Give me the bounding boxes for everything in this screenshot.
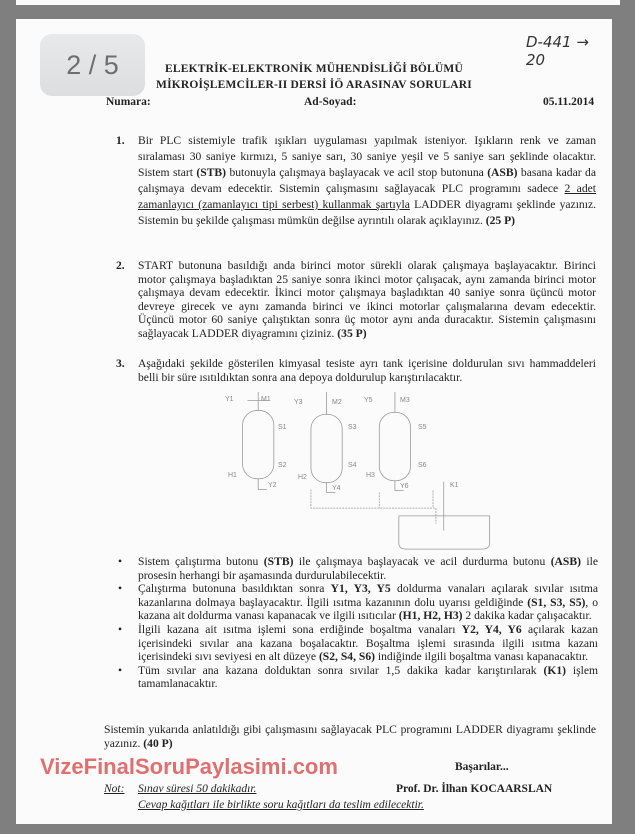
mixer-label: K1: [450, 482, 459, 489]
sensor-label: S2: [278, 462, 287, 469]
points: (35 P): [337, 326, 367, 340]
note-line-1: Sınav süresi 50 dakikadır.: [138, 783, 257, 795]
valve-label: Y4: [332, 485, 341, 492]
question-number: 2.: [116, 259, 125, 272]
bold-text: (STB): [196, 166, 227, 179]
exam-page: [16, 19, 612, 824]
text: Aşağıdaki şekilde gösterilen kimyasal tesiste ayrı tank içerisine doldurulan sıvı hammaddeleri belli bir süre ısıtıldıktan sonra ana depoya doldurulup karıştırılacaktır.: [138, 357, 596, 384]
text: butonuyla çalışmaya başlayacak ve acil stop butonuna: [226, 166, 488, 179]
closing-instruction: Sistemin yukarıda anlatıldığı gibi çalışmasını sağlayacak PLC programını LADDER diyagramı şeklinde yazınız. (40 P): [104, 723, 596, 750]
name-label: Ad-Soyad:: [304, 96, 357, 108]
tank-3: [379, 392, 410, 491]
text: LADDER diyagramı şeklinde yazınız. Sistemin bu şekilde çalışması mümkün değilse ayrıntılı olarak açıklayınız.: [138, 198, 596, 227]
page-indicator: 2 / 5: [40, 34, 145, 96]
heater-label: H1: [228, 472, 237, 479]
question-number: 1.: [116, 134, 125, 147]
note-label: Not:: [104, 783, 125, 795]
sensor-label: S4: [348, 462, 357, 469]
wish-text: Başarılar...: [455, 761, 509, 773]
valve-label: Y5: [364, 397, 373, 404]
points: (25 P): [485, 214, 516, 227]
question-number: 3.: [116, 357, 125, 370]
list-item: • Sistem çalıştırma butonu (STB) ile çalışmaya başlayacak ve acil durdurma butonu (ASB) ile prosesin herhangi bir aşamasında durdurulabilecektir.: [116, 555, 598, 582]
question-1: [116, 133, 596, 229]
list-item: • İlgili kazana ait ısıtma işlemi sona erdiğinde boşaltma vanaları Y2, Y4, Y6 açılarak kazan içerisindeki sıvılar ana kazana boşalacaktır. Boşaltma işlemi sırasında ilgili ısıtma kazanı içerisindeki sıvı seviyesi en alt düzeye (S2, S4, S6) indiğinde ilgili boşaltma vanası kapanacaktır.: [116, 623, 598, 664]
text: Bir PLC sistemiyle trafik ışıkları uygulaması yapılmak isteniyor. Işıkların renk ve zaman sıralaması 30 saniye kırmızı, 5 saniye sarı, 30 saniye yeşil ve 5 saniye sarı şeklinde olacaktır. Sistem start: [138, 134, 596, 179]
main-tank: [399, 516, 490, 549]
exam-title: MİKROİŞLEMCİLER-II DERSİ İÖ ARASINAV SORULARI: [156, 79, 472, 91]
underlined-text: 2 adet zamanlayıcı (zamanlayıcı tipi serbest) kullanmak şartıyla: [138, 182, 596, 211]
sensor-label: S5: [418, 424, 427, 431]
instructor-name: Prof. Dr. İlhan KOCAARSLAN: [396, 783, 553, 795]
valve-label: Y1: [225, 396, 234, 403]
motor-label: M2: [332, 399, 342, 406]
list-item: • Çalıştırma butonuna basıldıktan sonra Y1, Y3, Y5 doldurma vanaları açılarak sıvılar ısıtma kazanlarına dolmaya başlayacaktır. İlgili ısıtma kazanının dolu uyarısı geldiğinde (S1, S3, S5), o kazana ait doldurma vanası kapanacak ve ilgili ısıtıcılar (H1, H2, H3) 2 dakika kadar çalışacaktır.: [116, 582, 598, 623]
list-item: • Tüm sıvılar ana kazana dolduktan sonra sıvılar 1,5 dakika kadar karıştırılarak (K1) işlem tamamlanacaktır.: [116, 664, 598, 691]
text: START butonuna basıldığı anda birinci motor sürekli olarak çalışmaya başlayacaktır. Birinci motor çalışmaya başladıktan 25 saniye sonra ikinci motor çalışacak, aynı zamanda birinci motor çalışmaya devam edecektir. İkinci motor çalışmaya başladıktan 40 saniye sonra üçüncü motor devreye girecek ve aynı zamanda birinci ve ikinci motorlar çalışmalarına devam edecektir. Üçüncü motor 60 saniye çalıştıktan sonra üç motor aynı anda duracaktır. Sistemin çalışmasını sağlayacak LADDER diyagramını çiziniz.: [138, 259, 596, 340]
bold-text: (ASB): [487, 166, 518, 179]
exam-date: 05.11.2014: [543, 96, 595, 108]
sensor-label: S3: [348, 424, 357, 431]
heater-label: H3: [366, 472, 375, 479]
question-3: [116, 357, 596, 384]
handwritten-note: D-441 → 20: [526, 33, 589, 69]
department-title: ELEKTRİK-ELEKTRONİK MÜHENDİSLİĞİ BÖLÜMÜ: [165, 63, 463, 75]
motor-label: M3: [400, 397, 410, 404]
motor-label: M1: [261, 396, 271, 403]
heater-label: H2: [298, 474, 307, 481]
watermark: VizeFinalSoruPaylasimi.com: [40, 754, 338, 779]
tank-1: [243, 392, 274, 490]
previous-page-edge: [16, 0, 620, 5]
sensor-label: S1: [278, 424, 287, 431]
requirements-list: [116, 555, 598, 691]
valve-label: Y3: [294, 399, 303, 406]
sensor-label: S6: [418, 462, 427, 469]
valve-label: Y2: [268, 482, 277, 489]
valve-label: Y6: [400, 483, 409, 490]
text: basana kadar da çalışmaya devam edecektir. Sistemin çalışmasını sağlayacak PLC programını sadece: [138, 166, 596, 195]
chemical-plant-diagram: [200, 387, 500, 553]
question-2: [116, 259, 596, 341]
number-label: Numara:: [106, 96, 151, 108]
note-line-2: Cevap kağıtları ile birlikte soru kağıtları da teslim edilecektir.: [138, 799, 424, 811]
